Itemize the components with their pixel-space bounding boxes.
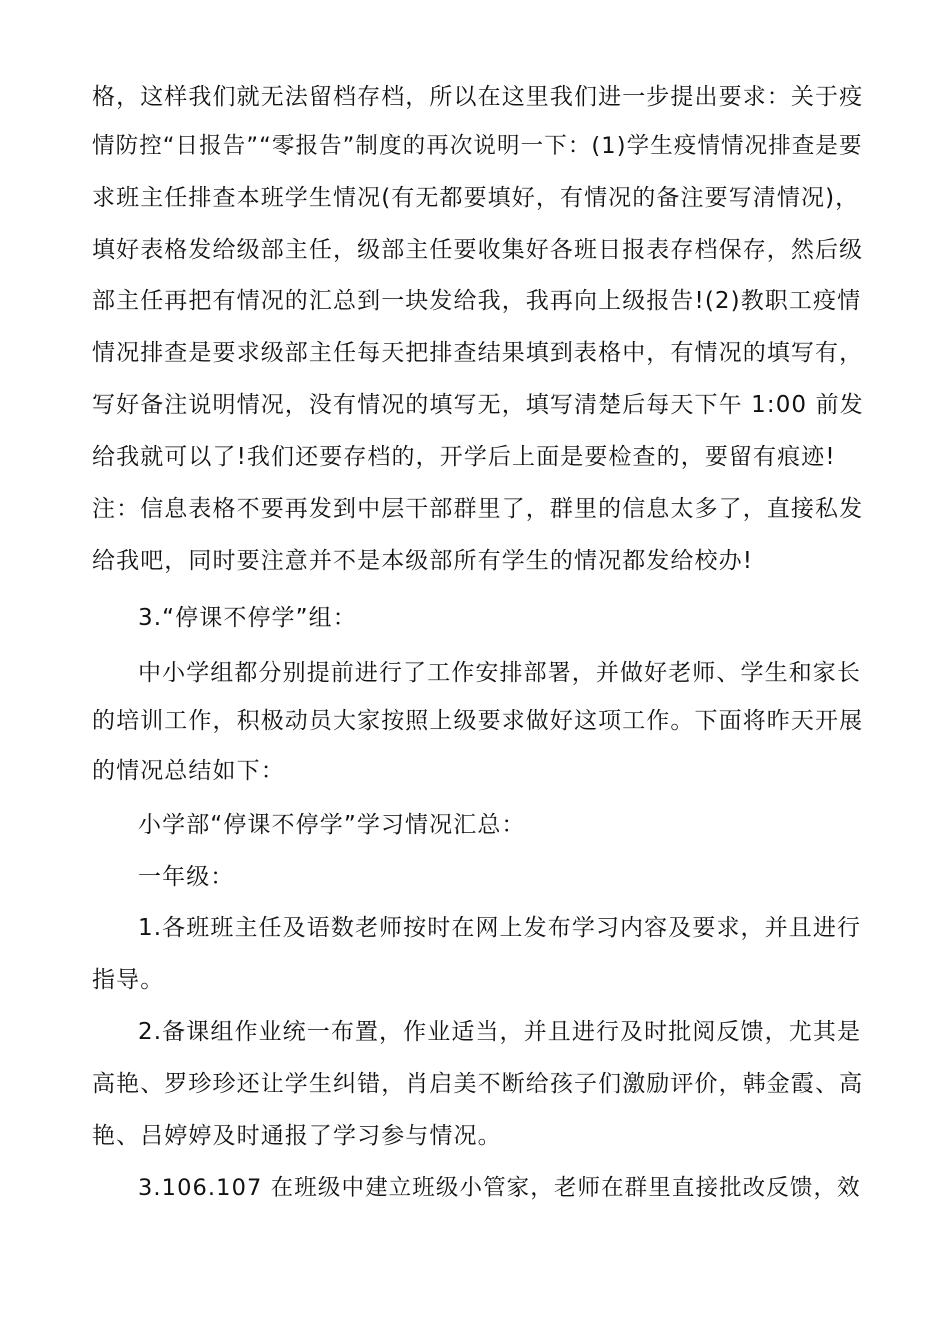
list-item-line: 3.106.107 在班级中建立班级小管家，老师在群里直接批改反馈，效 bbox=[138, 1175, 861, 1201]
section-heading: 3.“停课不停学”组： bbox=[138, 605, 357, 631]
paragraph-line: 的培训工作，积极动员大家按照上级要求做好这项工作。下面将昨天开展 bbox=[92, 708, 864, 734]
list-item-line: 1.各班班主任及语数老师按时在网上发布学习内容及要求，并且进行 bbox=[138, 915, 862, 941]
paragraph-line: 情防控“日报告”“零报告”制度的再次说明一下：(1)学生疫情情况排查是要 bbox=[92, 133, 863, 159]
list-item-line: 指导。 bbox=[92, 967, 165, 993]
paragraph-line: 注：信息表格不要再发到中层干部群里了，群里的信息太多了，直接私发 bbox=[92, 496, 864, 522]
paragraph-line: 的情况总结如下： bbox=[92, 758, 285, 784]
paragraph-line: 情况排查是要求级部主任每天把排查结果填到表格中，有情况的填写有， bbox=[92, 340, 864, 366]
subsection-heading: 小学部“停课不停学”学习情况汇总： bbox=[138, 812, 526, 838]
paragraph-line: 给我吧，同时要注意并不是本级部所有学生的情况都发给校办! bbox=[92, 548, 754, 574]
paragraph-line: 部主任再把有情况的汇总到一块发给我，我再向上级报告!(2)教职工疫情 bbox=[92, 288, 862, 314]
paragraph-line: 写好备注说明情况，没有情况的填写无，填写清楚后每天下午 1:00 前发 bbox=[92, 392, 864, 418]
subsection-heading: 一年级： bbox=[138, 864, 235, 890]
paragraph-line: 填好表格发给级部主任，级部主任要收集好各班日报表存档保存，然后级 bbox=[92, 237, 864, 263]
list-item-line: 2.备课组作业统一布置，作业适当，并且进行及时批阅反馈，尤其是 bbox=[138, 1019, 862, 1045]
list-item-line: 艳、吕婷婷及时通报了学习参与情况。 bbox=[92, 1123, 502, 1149]
paragraph-line: 求班主任排查本班学生情况(有无都要填好，有情况的备注要写清情况)， bbox=[92, 185, 860, 211]
paragraph-line: 格，这样我们就无法留档存档，所以在这里我们进一步提出要求：关于疫 bbox=[92, 84, 864, 110]
paragraph-line: 给我就可以了!我们还要存档的，开学后上面是要检查的，要留有痕迹! bbox=[92, 444, 836, 470]
paragraph-line: 中小学组都分别提前进行了工作安排部署，并做好老师、学生和家长 bbox=[138, 660, 861, 686]
list-item-line: 高艳、罗珍珍还让学生纠错，肖启美不断给孩子们激励评价，韩金霞、高 bbox=[92, 1071, 864, 1097]
